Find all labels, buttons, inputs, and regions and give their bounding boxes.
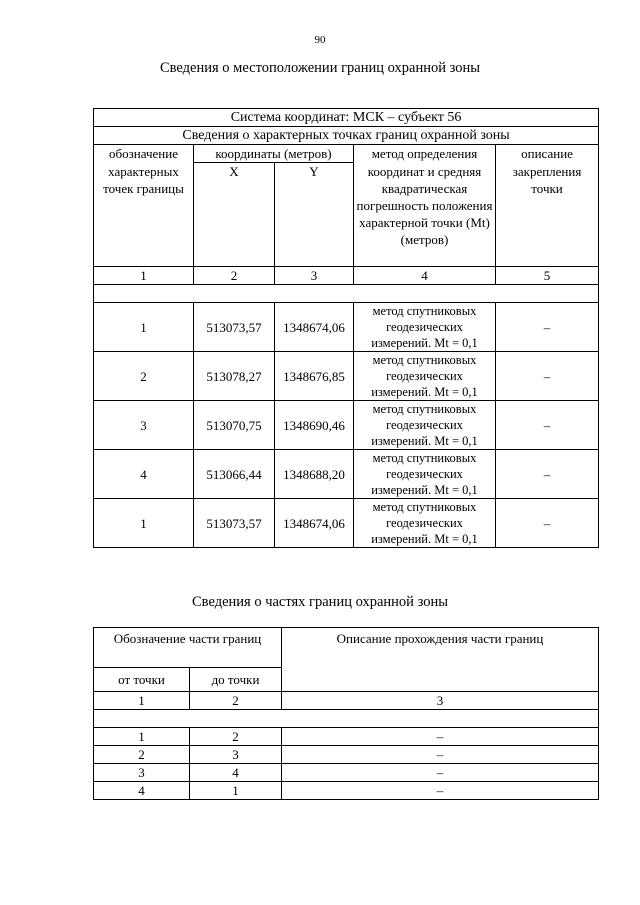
header-part-description: Описание прохождения части границ	[282, 628, 599, 692]
y-cell: 1348688,20	[275, 450, 354, 499]
column-number: 1	[94, 692, 190, 710]
column-number: 2	[190, 692, 282, 710]
header-from-point: от точки	[94, 668, 190, 692]
page-number: 90	[314, 34, 326, 46]
header-y: Y	[275, 163, 354, 267]
header-description-line1: описание	[496, 145, 599, 163]
from-cell: 1	[94, 728, 190, 746]
y-cell: 1348676,85	[275, 352, 354, 401]
part-description-cell: –	[282, 728, 599, 746]
column-number: 2	[194, 267, 275, 285]
from-cell: 3	[94, 764, 190, 782]
empty-row	[94, 285, 599, 303]
method-cell: метод спутниковых геодезических измерений. Mt = 0,1	[354, 499, 496, 548]
column-number: 3	[275, 267, 354, 285]
description-cell: –	[496, 499, 599, 548]
x-cell: 513070,75	[194, 401, 275, 450]
column-number: 5	[496, 267, 599, 285]
y-cell: 1348674,06	[275, 303, 354, 352]
method-cell: метод спутниковых геодезических измерений. Mt = 0,1	[354, 352, 496, 401]
table-row	[94, 728, 599, 746]
description-cell: –	[496, 401, 599, 450]
y-cell: 1348674,06	[275, 499, 354, 548]
part-description-cell: –	[282, 782, 599, 800]
header-to-point: до точки	[190, 668, 282, 692]
method-cell: метод спутниковых геодезических измерений. Mt = 0,1	[354, 303, 496, 352]
method-cell: метод спутниковых геодезических измерений. Mt = 0,1	[354, 450, 496, 499]
point-cell: 1	[94, 303, 194, 352]
table-row	[94, 401, 599, 450]
point-cell: 1	[94, 499, 194, 548]
table-row	[94, 746, 599, 764]
description-cell: –	[496, 450, 599, 499]
point-cell: 2	[94, 352, 194, 401]
to-cell: 1	[190, 782, 282, 800]
part-description-cell: –	[282, 746, 599, 764]
boundary-parts-table	[93, 627, 599, 800]
method-cell: метод спутниковых геодезических измерений. Mt = 0,1	[354, 401, 496, 450]
header-designation-line1: обозначение	[94, 145, 194, 163]
table-row	[94, 450, 599, 499]
header-method-rest: координат и средняя квадратическая погрешность положения характерной точки (Mt) (метров)	[354, 163, 496, 267]
empty-row	[94, 710, 599, 728]
point-cell: 4	[94, 450, 194, 499]
column-number: 1	[94, 267, 194, 285]
to-cell: 3	[190, 746, 282, 764]
from-cell: 4	[94, 782, 190, 800]
table-row	[94, 499, 599, 548]
characteristic-points-table	[93, 108, 599, 548]
section-title-parts: Сведения о частях границ охранной зоны	[192, 594, 448, 610]
x-cell: 513078,27	[194, 352, 275, 401]
header-designation: Обозначение части границ	[94, 628, 282, 668]
x-cell: 513073,57	[194, 303, 275, 352]
x-cell: 513073,57	[194, 499, 275, 548]
header-description-rest: закрепления точки	[496, 163, 599, 267]
column-number: 4	[354, 267, 496, 285]
description-cell: –	[496, 303, 599, 352]
table-row	[94, 782, 599, 800]
to-cell: 4	[190, 764, 282, 782]
section-title-location: Сведения о местоположении границ охранной зоны	[159, 60, 480, 76]
x-cell: 513066,44	[194, 450, 275, 499]
description-cell: –	[496, 352, 599, 401]
column-number: 3	[282, 692, 599, 710]
part-description-cell: –	[282, 764, 599, 782]
coordinate-system-row: Система координат: МСК – субъект 56	[94, 109, 599, 127]
table-row	[94, 303, 599, 352]
header-x: X	[194, 163, 275, 267]
header-method-line1: метод определения	[354, 145, 496, 163]
header-coordinates: координаты (метров)	[194, 145, 354, 163]
from-cell: 2	[94, 746, 190, 764]
y-cell: 1348690,46	[275, 401, 354, 450]
to-cell: 2	[190, 728, 282, 746]
table-row	[94, 352, 599, 401]
table-row	[94, 764, 599, 782]
header-designation-rest: характерных точек границы	[94, 163, 194, 267]
points-info-row: Сведения о характерных точках границ охранной зоны	[94, 127, 599, 145]
point-cell: 3	[94, 401, 194, 450]
